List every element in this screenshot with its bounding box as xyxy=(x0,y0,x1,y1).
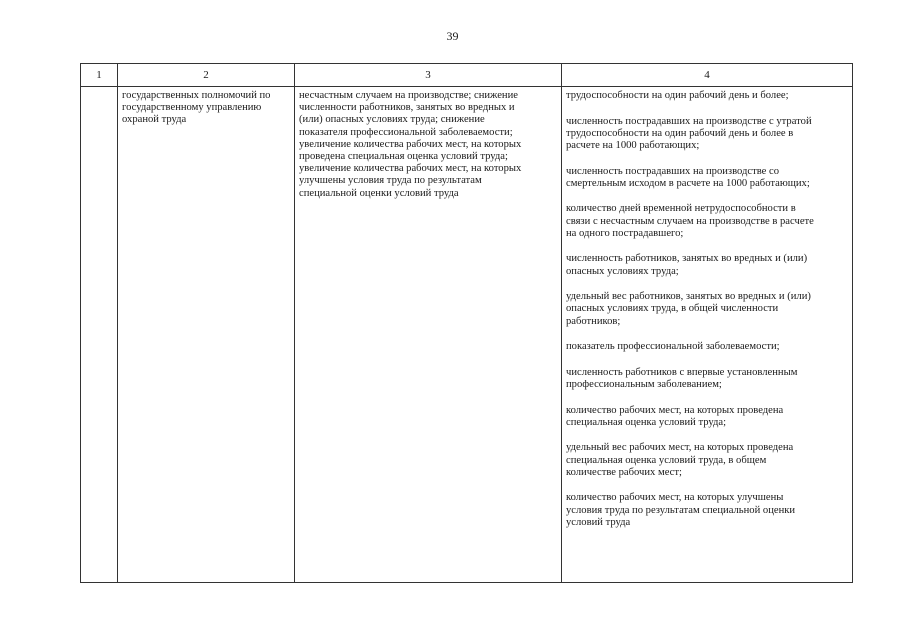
indicator-item: трудоспособности на один рабочий день и более; xyxy=(566,90,789,101)
column-header-3: 3 xyxy=(295,64,562,87)
indicator-item: количество рабочих мест, на которых улучшены условия труда по результатам специальной оценки условий труда xyxy=(566,492,796,528)
indicator-item: численность работников, занятых во вредных и (или) опасных условиях труда; xyxy=(566,253,808,277)
indicator-item: показатель профессиональной заболеваемости; xyxy=(566,341,780,353)
column-header-1: 1 xyxy=(81,64,118,87)
cell-col3: несчастным случаем на производстве; снижение численности работников, занятых во вредных и (или) опасных условиях труда; снижение показателя профессиональной заболеваемости; увеличение количества рабочих мест, на которых проведена специальная оценка условий труда; увеличение количества рабочих мест, на которых улучшены условия труда по результатам специальной оценки условий труда xyxy=(295,87,562,583)
column-header-4: 4 xyxy=(562,64,853,87)
indicator-item: количество дней временной нетрудоспособности в связи с несчастным случаем на производстве в расчете на одного пострадавшего; xyxy=(566,203,814,239)
cell-col1 xyxy=(81,87,118,583)
column-header-2: 2 xyxy=(118,64,295,87)
page-number: 39 xyxy=(446,29,459,43)
indicator-item: удельный вес рабочих мест, на которых проведена специальная оценка условий труда, в общем количестве рабочих мест; xyxy=(566,442,794,478)
indicator-item: численность пострадавших на производстве с утратой трудоспособности на один рабочий день и более в расчете на 1000 работающих; xyxy=(566,115,812,151)
indicator-item: численность пострадавших на производстве со смертельным исходом в расчете на 1000 работающих; xyxy=(566,165,810,189)
table-header-row xyxy=(81,64,853,87)
indicator-item: удельный вес работников, занятых во вредных и (или) опасных условиях труда, в общей численности работников; xyxy=(566,291,811,327)
indicator-item: количество рабочих мест, на которых проведена специальная оценка условий труда; xyxy=(566,404,784,428)
indicators-table xyxy=(80,63,853,583)
cell-col4 xyxy=(562,87,853,583)
indicator-item: численность работников с впервые установленным профессиональным заболеванием; xyxy=(566,366,798,390)
cell-col2: государственных полномочий по государственному управлению охраной труда xyxy=(118,87,295,583)
table-row xyxy=(81,87,853,583)
